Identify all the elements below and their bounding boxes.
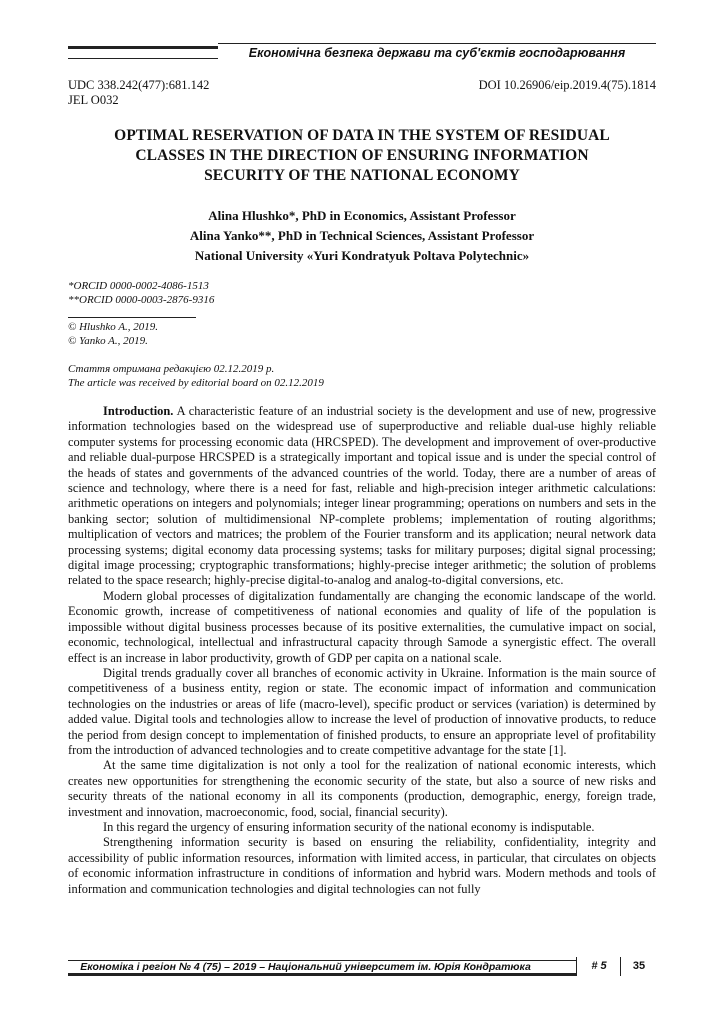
author-2: Alina Yanko**, PhD in Technical Sciences, Assistant Professor — [189, 228, 535, 243]
copyright-block — [68, 320, 158, 348]
title-line: SECURITY OF THE NATIONAL ECONOMY — [204, 167, 520, 184]
title-line: CLASSES IN THE DIRECTION OF ENSURING INFORMATION — [135, 147, 589, 164]
paragraph — [68, 404, 656, 589]
copyright-1: © Hlushko A., 2019. — [68, 321, 159, 333]
paragraph-text: A characteristic feature of an industrial society is the development and use of new, progressive information technologies based on the widespread use of superproductive and reliable dual-use highly reliable computer systems for processing economic data (HRCSPED). The development and improvement of over-productive and reliable dual-purpose HRCSPED is a strategically important and topical issue and is under the special control of the heads of states and governments of the advanced countries of the world. Today, there are a number of areas of science and technology, where there is a need for fast, reliable and high-precision integer arithmetic calculations: arithmetic operations on integers and polynomials; integer linear programming; operations on numbers and sets in the banking sector; solution of multidimensional NP-complete problems; implementation of routing algorithms; multiplication of vectors and matrices; the problem of the Fourier transform and its application; neural network data processing systems; digital economy data processing systems; tasks for military purposes; digital signal processing; digital image processing; cryptographic transformations; highly-precise integer arithmetic; the solution of problems related to the space research; highly-precise digital-to-analog and analog-to-digital conversions, etc. — [68, 404, 656, 588]
classification-codes — [68, 78, 209, 108]
received-date — [68, 362, 324, 390]
orcid-block — [68, 279, 214, 307]
footer-journal: Економіка і регіон № 4 (75) – 2019 – Національний університет ім. Юрія Кондратюка — [80, 961, 531, 973]
udc-code: UDC 338.242(477):681.142 — [68, 78, 210, 92]
article-body — [68, 404, 656, 897]
orcid-1[interactable]: *ORCID 0000-0002-4086-1513 — [68, 280, 209, 292]
copyright-2: © Yanko A., 2019. — [68, 335, 148, 347]
affiliation: National University «Yuri Kondratyuk Poltava Polytechnic» — [194, 248, 530, 263]
paragraph: At the same time digitalization is not only a tool for the realization of national economic interests, which creates new opportunities for strengthening the economic security of the state, but also a source of new risks and security threats of the national economy in all its components (production, demographic, energy, foreign trade, investment and innovation, macroeconomic, food, social, financial security). — [68, 758, 656, 819]
received-ua: Стаття отримана редакцією 02.12.2019 р. — [68, 363, 275, 375]
jel-code: JEL O032 — [68, 93, 119, 107]
page-number: 35 — [620, 957, 657, 976]
title-line: OPTIMAL RESERVATION OF DATA IN THE SYSTEM OF RESIDUAL — [114, 127, 610, 144]
paragraph: Strengthening information security is based on ensuring the reliability, confidentiality, integrity and accessibility of public information resources, information with limited access, in particular, that circulates on objects of economic information infrastructure in conditions of information and hybrid wars. Modern methods and tools of information and communication technologies and digital technologies can not fully — [68, 835, 656, 896]
article-title — [68, 126, 656, 186]
running-footer — [68, 957, 656, 977]
footnote-divider — [68, 317, 196, 318]
doi[interactable]: DOI 10.26906/eip.2019.4(75).1814 — [478, 78, 656, 92]
paragraph: Digital trends gradually cover all branches of economic activity in Ukraine. Information is the main source of competitiveness of a business entity, region or state. The economic impact of information and communication technologies on the industries or areas of life (macro-level), specific product or services (variation) is determined by added value. Digital tools and technologies allow to increase the level of production of innovative products, to reduce the period from design concept to implementation of finished products, to ensure an appropriate level of profitability from the introduction of advanced technologies and to create competitive advantage for the state [1]. — [68, 665, 656, 757]
intro-heading: Introduction. — [103, 404, 174, 418]
running-header — [68, 42, 656, 62]
footer-issue: # 5 — [576, 957, 622, 976]
paragraph: In this regard the urgency of ensuring information security of the national economy is indisputable. — [103, 819, 595, 834]
author-1: Alina Hlushko*, PhD in Economics, Assistant Professor — [208, 208, 516, 223]
journal-section-title: Економічна безпека держави та суб'єктів господарювання — [218, 43, 656, 62]
paragraph: Modern global processes of digitalization fundamentally are changing the economic landscape of the world. Economic growth, increase of competitiveness of national economies and quality of life of the population is impossible without digital business processes because of its positive externalities, the cumulative impact on social, economic, technological, intellectual and infrastructural capacity through Samode a synergistic effect. The overall effect is an increase in labor productivity, growth of GDP per capita on a national scale. — [68, 588, 656, 665]
received-en: The article was received by editorial board on 02.12.2019 — [68, 377, 324, 389]
orcid-2[interactable]: **ORCID 0000-0003-2876-9316 — [68, 294, 215, 306]
author-block — [68, 206, 656, 266]
